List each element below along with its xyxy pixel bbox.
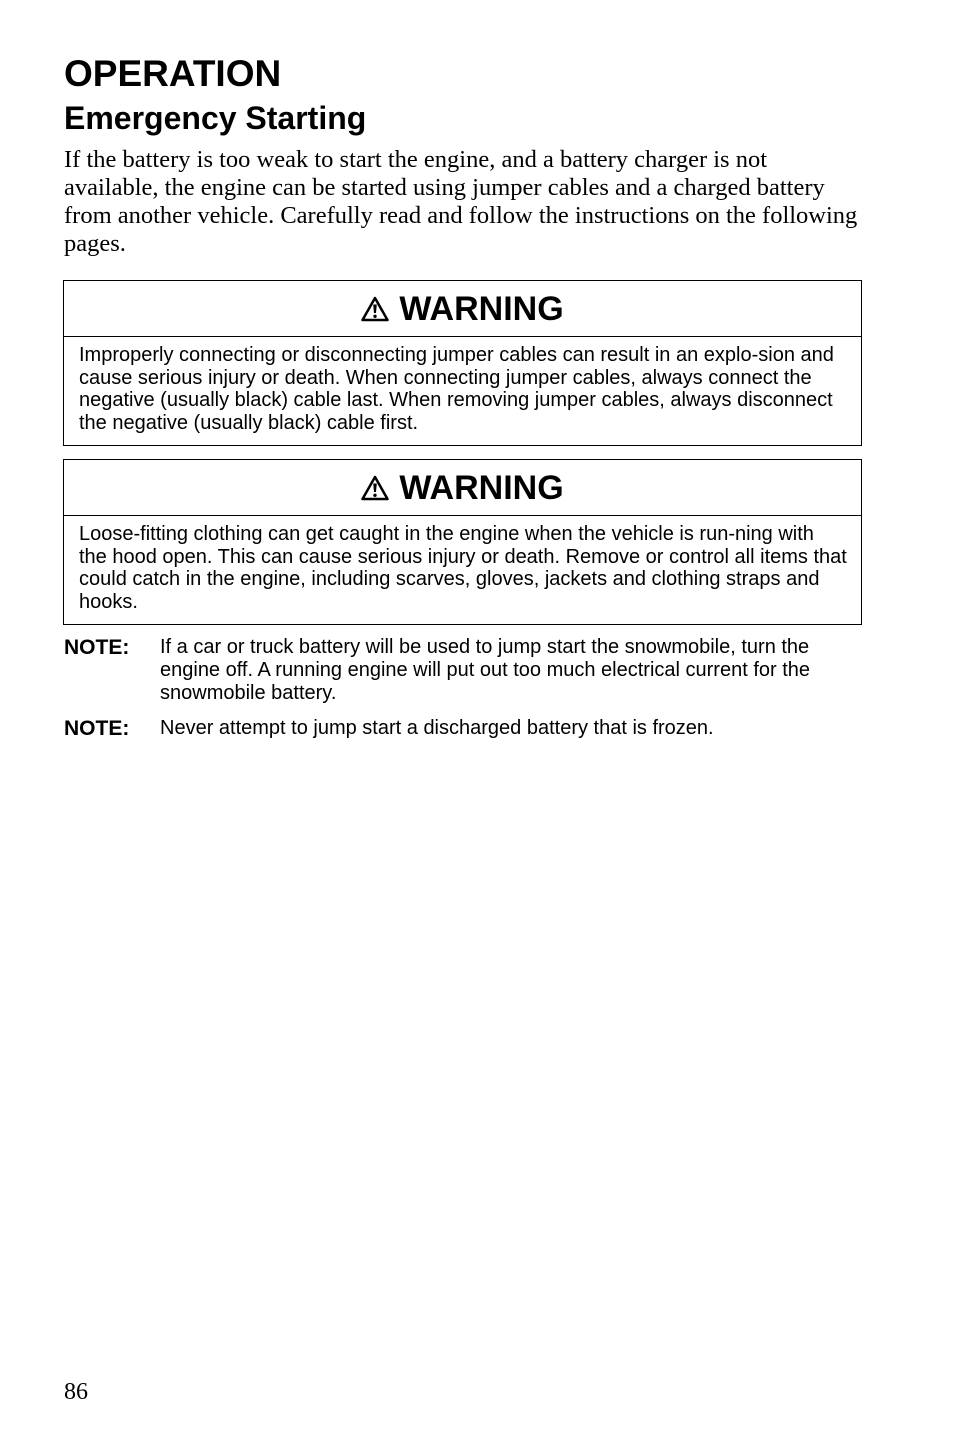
- section-title: Emergency Starting: [64, 100, 367, 136]
- note-label: NOTE:: [64, 636, 130, 659]
- intro-paragraph: If the battery is too weak to start the engine, and a battery charger is not available, the engine can be started using jumper cables and a charged battery from another vehicle. Carefully read and follow the instructions on the following pages.: [64, 146, 858, 257]
- warning-header: [64, 460, 861, 516]
- warning-text: Improperly connecting or disconnecting jumper cables can result in an explo-sion and cause serious injury or death. When connecting jumper cables, always connect the negative (usually black) cable last. When removing jumper cables, always disconnect the negative (usually black) cable first.: [79, 344, 834, 434]
- page-number: 86: [64, 1379, 88, 1405]
- warning-label: WARNING: [399, 289, 564, 328]
- note-label: NOTE:: [64, 717, 130, 740]
- warning-box-loose-clothing: [63, 459, 862, 625]
- note-text: Never attempt to jump start a discharged battery that is frozen.: [160, 717, 714, 739]
- warning-triangle-icon: [361, 475, 389, 501]
- note-frozen-battery: [64, 717, 864, 740]
- warning-header: [64, 281, 861, 337]
- warning-box-jumper-cables: [63, 280, 862, 446]
- warning-text: Loose-fitting clothing can get caught in the engine when the vehicle is run-ning with the hood open. This can cause serious injury or death. Remove or control all items that could catch in the engine, including scarves, gloves, jackets and clothing straps and hooks.: [79, 523, 847, 613]
- warning-label: WARNING: [399, 468, 564, 507]
- page-title: OPERATION: [64, 53, 282, 94]
- warning-triangle-icon: [361, 296, 389, 322]
- note-text: If a car or truck battery will be used to jump start the snowmobile, turn the engine off. A running engine will put out too much electrical current for the snowmobile battery.: [160, 636, 811, 704]
- note-car-battery: [64, 636, 864, 705]
